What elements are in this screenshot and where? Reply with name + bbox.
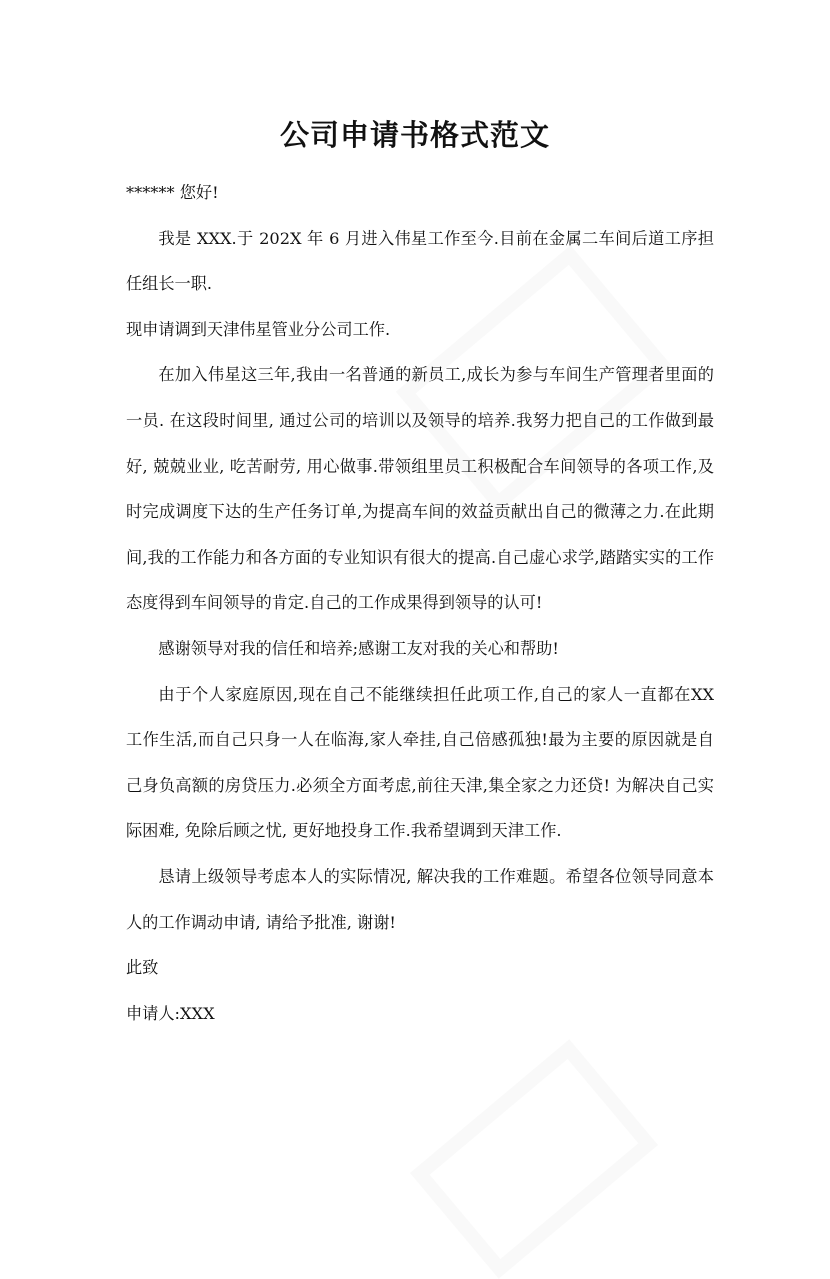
paragraph-thanks: 感谢领导对我的信任和培养;感谢工友对我的关心和帮助!	[158, 638, 559, 658]
salutation: ****** 您好!	[126, 183, 219, 202]
document-title: 公司申请书格式范文	[279, 118, 550, 152]
signature: 申请人:XXX	[126, 1003, 215, 1023]
paragraph-request: 现申请调到天津伟星管业分公司工作.	[126, 319, 391, 339]
watermark	[410, 1039, 658, 1278]
paragraph-intro: 我是 XXX.于 202X 年 6 月进入伟星工作至今.目前在金属二车间后道工序担任组长一职.	[126, 228, 714, 294]
paragraph-appeal: 恳请上级领导考虑本人的实际情况, 解决我的工作难题。希望各位领导同意本人的工作调动申请, 请给予批准, 谢谢!	[126, 866, 714, 932]
closing: 此致	[126, 958, 159, 978]
paragraph-reason: 由于个人家庭原因,现在自己不能继续担任此项工作,自己的家人一直都在XX 工作生活,而自己只身一人在临海,家人牵挂,自己倍感孤独!最为主要的原因就是自己身负高额的房贷压力.必须全方面考虑,前往天津,集全家之力还贷! 为解决自己实际困难, 免除后顾之忧, 更好地投身工作.我希望调到天津工作.	[126, 684, 714, 841]
document-body	[126, 170, 714, 1036]
paragraph-experience: 在加入伟星这三年,我由一名普通的新员工,成长为参与车间生产管理者里面的一员. 在这段时间里, 通过公司的培训以及领导的培养.我努力把自己的工作做到最好, 兢兢业业, 吃苦耐劳, 用心做事.带领组里员工积极配合车间领导的各项工作,及时完成调度下达的生产任务订单,为提高车间的效益贡献出自己的微薄之力.在此期间,我的工作能力和各方面的专业知识有很大的提高.自己虚心求学,踏踏实实的工作态度得到车间领导的肯定.自己的工作成果得到领导的认可!	[126, 365, 714, 613]
